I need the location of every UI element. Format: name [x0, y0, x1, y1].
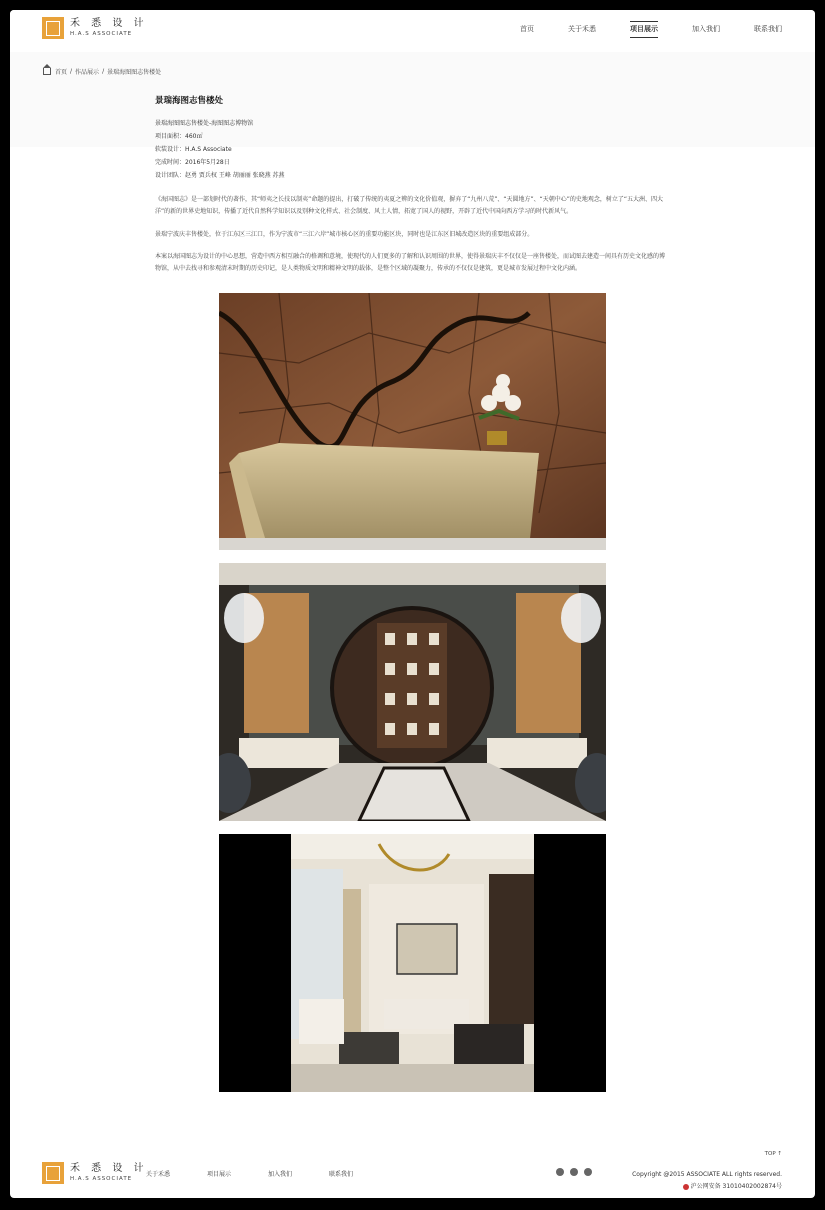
footer-logo-cn: 禾 悉 设 计 — [70, 1162, 148, 1174]
footer-logo-en: H.A.S ASSOCIATE — [70, 1175, 133, 1182]
page-title: 景瑞海图志售楼处 — [155, 96, 224, 106]
intro-paragraph: 《海国图志》是一部划时代的著作，其“师夷之长技以制夷”命题的提出，打破了传统的夷夏之辨的文化价值观，摒弃了“九州八荒”、“天圆地方”、“天朝中心”的史地观念，树立了“五大洲、四大洋”的新的世界史地知识，传播了近代自然科学知识以及别种文化样式、社会制度、风土人情，拓宽了国人的视野，开辟了近代中国向西方学习的时代新风气。 — [155, 196, 663, 215]
nav-join[interactable]: 加入我们 — [692, 25, 720, 33]
logo-en-text: H.A.S ASSOCIATE — [70, 30, 133, 37]
reception-desk-image — [219, 293, 606, 550]
concept-paragraph: 本案以海国图志为设计的中心思想，营造中西方相互融合的格调和意境，使现代的人们更多的了解和认识周围的世界，使得景瑞庆丰不仅仅是一座售楼处，而试图去建造一间具有历史文化感的博物馆，从中去找寻和参观清末时期的历史印记，是人类物质文明和精神文明的载体，是整个区域的凝聚力，传承的不仅仅是建筑，更是城市发展过程中文化内涵。 — [155, 253, 666, 272]
nav-projects[interactable]: 项目展示 — [630, 21, 658, 38]
social-links — [556, 1168, 598, 1176]
meta-date: 完成时间：2016年5月28日 — [155, 159, 230, 166]
footer-logo[interactable] — [42, 1162, 148, 1184]
home-icon[interactable] — [43, 68, 51, 75]
logo-mark-icon — [42, 17, 64, 39]
breadcrumb: 首页 / 作品展示 / 景瑞海图图志售楼处 — [43, 67, 161, 76]
copyright-block — [632, 1169, 782, 1193]
nav-home[interactable]: 首页 — [520, 25, 534, 33]
icp-text[interactable]: 沪公网安备 31010402002874号 — [690, 1183, 782, 1190]
main-nav — [486, 24, 782, 38]
header — [10, 10, 815, 52]
breadcrumb-current: 景瑞海图图志售楼处 — [107, 69, 162, 76]
breadcrumb-section[interactable]: 作品展示 — [75, 69, 100, 76]
wechat-icon[interactable] — [570, 1168, 578, 1176]
police-badge-icon — [683, 1184, 689, 1190]
copyright-text: Copyright @2015 ASSOCIATE ALL rights reserved. — [632, 1171, 782, 1178]
project-meta — [155, 117, 285, 182]
footer-nav — [146, 1169, 390, 1178]
circular-arch-lounge-image — [219, 563, 606, 821]
footer-nav-join[interactable]: 加入我们 — [268, 1171, 293, 1178]
weibo-icon[interactable] — [584, 1168, 592, 1176]
logo-cn-text: 禾 悉 设 计 — [70, 17, 148, 29]
meta-area: 项目面积：460㎡ — [155, 133, 203, 140]
location-paragraph: 景瑞宁波庆丰售楼处，位于江东区三江口，作为宁波市“三江六岸”城市核心区的重要功能区块，同时也是江东区旧城改造区块的重要组成部分。 — [155, 231, 534, 238]
footer-nav-projects[interactable]: 项目展示 — [207, 1171, 232, 1178]
back-to-top[interactable]: TOP ↑ — [764, 1151, 782, 1157]
living-room-image — [219, 834, 606, 1092]
footer-logo-mark-icon — [42, 1162, 64, 1184]
nav-about[interactable]: 关于禾悉 — [568, 25, 596, 33]
page-frame — [10, 10, 815, 1198]
meta-name: 景瑞海图图志售楼处-海图图志博物馆 — [155, 120, 254, 127]
footer-nav-contact[interactable]: 联系我们 — [329, 1171, 354, 1178]
qq-icon[interactable] — [556, 1168, 564, 1176]
meta-team: 设计团队：赵勇 贾兵权 王峰 胡丽丽 张晓燕 苏燕 — [155, 172, 285, 179]
meta-designer: 软装设计：H.A.S Associate — [155, 146, 232, 153]
breadcrumb-home[interactable]: 首页 — [55, 69, 68, 76]
arrow-up-icon: ↑ — [777, 1151, 782, 1157]
logo[interactable] — [42, 17, 148, 39]
nav-contact[interactable]: 联系我们 — [754, 25, 782, 33]
footer-nav-about[interactable]: 关于禾悉 — [146, 1171, 171, 1178]
